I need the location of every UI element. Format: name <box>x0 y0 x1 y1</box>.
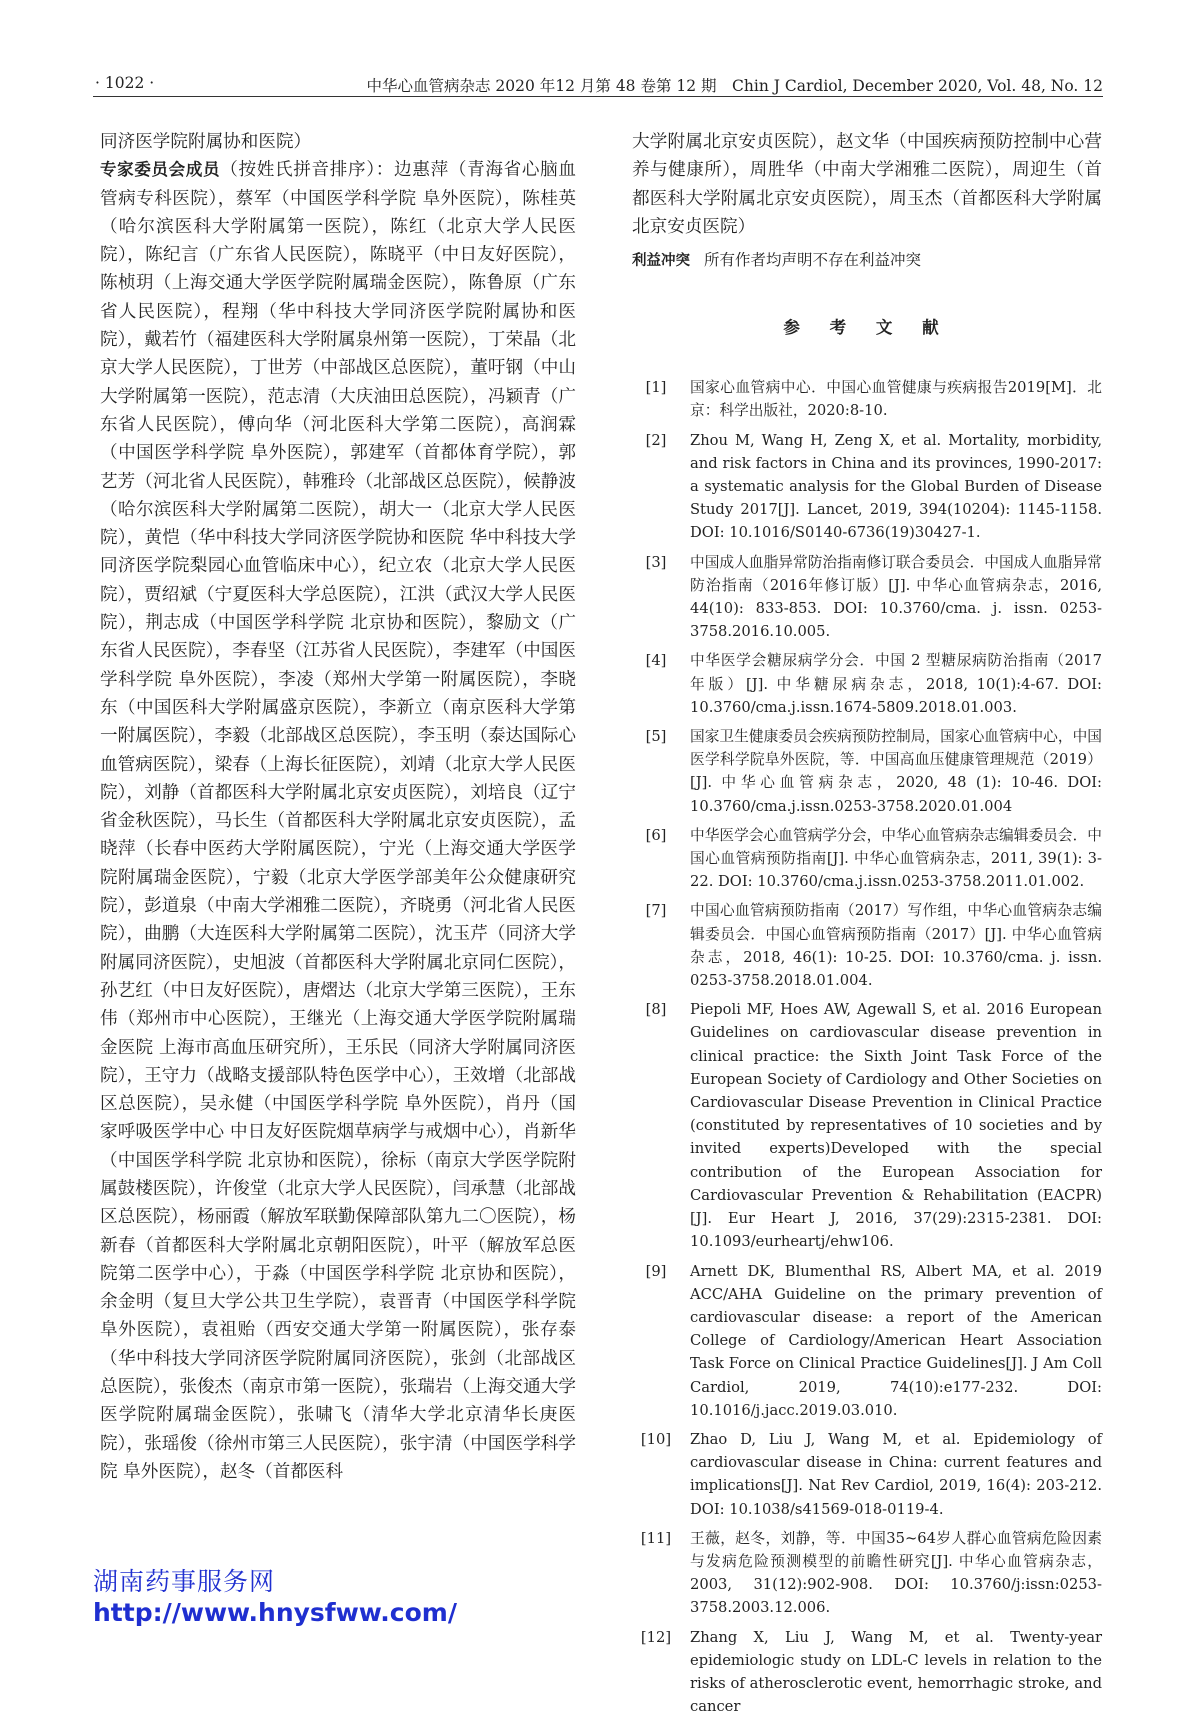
watermark-site-name: 湖南药事服务网 <box>93 1567 276 1596</box>
reference-item <box>632 899 1102 992</box>
reference-text: 中华医学会心血管病学分会，中华心血管病杂志编辑委员会．中国心血管病预防指南[J]. 中华心血管病杂志，2011, 39(1): 3-22. DOI: 10.3760/cma.j.issn.0253-3758.2011.01.002. <box>690 826 1102 891</box>
right-column <box>632 128 1102 1724</box>
reference-number: [4] <box>645 652 667 670</box>
reference-text: 中华医学会糖尿病学分会．中国 2 型糖尿病防治指南（2017 年版）[J]. 中华糖尿病杂志，2018, 10(1):4-67. DOI: 10.3760/cma.j.issn.1674-5809.2018.01.003. <box>690 652 1102 716</box>
reference-item <box>632 551 1102 644</box>
reference-item <box>632 649 1102 719</box>
reference-number: [9] <box>645 1262 667 1280</box>
reference-number: [1] <box>645 379 667 397</box>
reference-item <box>632 1626 1102 1719</box>
expert-list-continuation: 大学附属北京安贞医院），赵文华（中国疾病预防控制中心营养与健康所），周胜华（中南大学湘雅二医院），周迎生（首都医科大学附属北京安贞医院），周玉杰（首都医科大学附属北京安贞医院） <box>632 132 1102 237</box>
expert-committee-list: （按姓氏拼音排序）：边惠萍（青海省心脑血管病专科医院），蔡军（中国医学科学院 阜外医院），陈桂英（哈尔滨医科大学附属第一医院），陈红（北京大学人民医院），陈纪言（广东省人民医院），陈晓平（中日友好医院），陈桢玥（上海交通大学医学院附属瑞金医院），陈鲁原（广东省人民医院），程翔（华中科技大学同济医学院附属协和医院），戴若竹（福建医科大学附属泉州第一医院），丁荣晶（北京大学人民医院），丁世芳（中部战区总医院），董吁钢（中山大学附属第一医院），范志清（大庆油田总医院），冯颖青（广东省人民医院），傅向华（河北医科大学第二医院），高润霖（中国医学科学院 阜外医院），郭建军（首都体育学院），郭艺芳（河北省人民医院），韩雅玲（北部战区总医院），候静波（哈尔滨医科大学附属第二医院），胡大一（北京大学人民医院），黄恺（华中科技大学同济医学院协和医院 华中科技大学同济医学院梨园心血管临床中心），纪立农（北京大学人民医院），贾绍斌（宁夏医科大学总医院），江洪（武汉大学人民医院），荆志成（中国医学科学院 北京协和医院），黎励文（广东省人民医院），李春坚（江苏省人民医院），李建军（中国医学科学院 阜外医院），李凌（郑州大学第一附属医院），李晓东（中国医科大学附属盛京医院），李新立（南京医科大学第一附属医院），李毅（北部战区总医院），李玉明（泰达国际心血管病医院），梁春（上海长征医院），刘靖（北京大学人民医院），刘静（首都医科大学附属北京安贞医院），刘培良（辽宁省金秋医院），马长生（首都医科大学附属北京安贞医院），孟晓萍（长春中医药大学附属医院），宁光（上海交通大学医学院附属瑞金医院），宁毅（北京大学医学部美年公众健康研究院），彭道泉（中南大学湘雅二医院），齐晓勇（河北省人民医院），曲鹏（大连医科大学附属第二医院），沈玉芹（同济大学附属同济医院），史旭波（首都医科大学附属北京同仁医院），孙艺红（中日友好医院），唐熠达（北京大学第三医院），王东伟（郑州市中心医院），王继光（上海交通大学医学院附属瑞金医院 上海市高血压研究所），王乐民（同济大学附属同济医院），王守力（战略支援部队特色医学中心），王效增（北部战区总医院），吴永健（中国医学科学院 阜外医院），肖丹（国家呼吸医学中心 中日友好医院烟草病学与戒烟中心），肖新华（中国医学科学院 北京协和医院），徐标（南京大学医学院附属鼓楼医院），许俊堂（北京大学人民医院），闫承慧（北部战区总医院），杨丽霞（解放军联勤保障部队第九二〇医院），杨新春（首都医科大学附属北京朝阳医院），叶平（解放军总医院第二医学中心），于淼（中国医学科学院 北京协和医院），余金明（复旦大学公共卫生学院），袁晋青（中国医学科学院 阜外医院），袁祖贻（西安交通大学第一附属医院），张存泰（华中科技大学同济医学院附属同济医院），张剑（北部战区总医院），张俊杰（南京市第一医院），张瑞岩（上海交通大学医学院附属瑞金医院），张啸飞（清华大学北京清华长庚医院），张瑶俊（徐州市第三人民医院），张宇清（中国医学科学院 阜外医院），赵冬（首都医科 <box>100 160 577 1482</box>
reference-text: Arnett DK, Blumenthal RS, Albert MA, et al. 2019 ACC/AHA Guideline on the primary prevention of cardiovascular disease: a report of the American College of Cardiology/American Heart Association Task Force on Clinical Practice Guidelines[J]. J Am Coll Cardiol, 2019, 74(10):e177-232. DOI: 10.1016/j.jacc.2019.03.010. <box>690 1262 1102 1419</box>
reference-item <box>632 824 1102 894</box>
conflict-of-interest <box>632 247 1102 274</box>
reference-item <box>632 429 1102 545</box>
page-number: · 1022 · <box>95 74 155 92</box>
reference-number: [10] <box>640 1430 672 1448</box>
reference-text: 中国心血管病预防指南（2017）写作组，中华心血管病杂志编辑委员会．中国心血管病预防指南（2017）[J]. 中华心血管病杂志，2018, 46(1): 10-25. DOI: 10.3760/cma. j. issn. 0253-3758.2018.01.004. <box>690 902 1102 990</box>
running-header <box>93 70 1103 97</box>
watermark-url[interactable]: http://www.hnysfww.com/ <box>93 1598 457 1627</box>
reference-number: [3] <box>645 553 667 571</box>
reference-text: 国家心血管病中心．中国心血管健康与疾病报告2019[M]．北京：科学出版社，2020:8-10. <box>690 379 1102 420</box>
expert-committee-paragraph <box>100 156 576 1486</box>
reference-number: [11] <box>640 1529 672 1547</box>
reference-item <box>632 1260 1102 1422</box>
watermark <box>93 1562 457 1627</box>
affiliation-continuation: 同济医学院附属协和医院） <box>100 132 312 152</box>
reference-number: [5] <box>645 728 667 746</box>
references-title: 参 考 文 献 <box>783 318 951 338</box>
reference-item <box>632 725 1102 818</box>
reference-text: Zhou M, Wang H, Zeng X, et al. Mortality, morbidity, and risk factors in China and its provinces, 1990-2017: a systematic analysis for the Global Burden of Disease Study 2017[J]. Lancet, 2019, 394(10204): 1145-1158. DOI: 10.1016/S0140-6736(19)30427-1. <box>690 431 1102 542</box>
journal-citation: 中华心血管病杂志 2020 年12 月第 48 卷第 12 期 Chin J Cardiol, December 2020, Vol. 48, No. 12 <box>366 77 1103 95</box>
reference-list <box>632 376 1102 1718</box>
reference-item <box>632 1428 1102 1521</box>
reference-text: 王薇，赵冬，刘静，等．中国35~64岁人群心血管病危险因素与发病危险预测模型的前瞻性研究[J]. 中华心血管病杂志，2003, 31(12):902-908. DOI: 10.3760/j:issn:0253-3758.2003.12.006. <box>690 1529 1102 1617</box>
reference-item <box>632 998 1102 1253</box>
reference-text: 中国成人血脂异常防治指南修订联合委员会．中国成人血脂异常防治指南（2016年修订版）[J]. 中华心血管病杂志，2016, 44(10): 833-853. DOI: 10.3760/cma. j. issn. 0253-3758.2016.10.005. <box>690 553 1102 641</box>
coi-statement: 所有作者均声明不存在利益冲突 <box>704 251 922 270</box>
coi-label: 利益冲突 <box>632 253 690 270</box>
reference-number: [12] <box>640 1628 672 1646</box>
reference-number: [7] <box>645 902 667 920</box>
reference-text: Zhao D, Liu J, Wang M, et al. Epidemiology of cardiovascular disease in China: current features and implications[J]. Nat Rev Cardiol, 2019, 16(4): 203-212. DOI: 10.1038/s41569-018-0119-4. <box>690 1430 1102 1518</box>
reference-text: Zhang X, Liu J, Wang M, et al. Twenty-year epidemiologic study on LDL-C levels in relation to the risks of atherosclerotic event, hemorrhagic stroke, and cancer <box>690 1628 1102 1716</box>
reference-number: [6] <box>645 826 667 844</box>
reference-number: [8] <box>645 1001 667 1019</box>
reference-text: 国家卫生健康委员会疾病预防控制局，国家心血管病中心，中国医学科学院阜外医院，等．中国高血压健康管理规范（2019）[J]. 中华心血管病杂志，2020, 48 (1): 10-46. DOI: 10.3760/cma.j.issn.0253-3758.2020.01.004 <box>690 728 1102 815</box>
reference-item <box>632 376 1102 422</box>
expert-committee-heading: 专家委员会成员 <box>100 160 221 180</box>
reference-number: [2] <box>645 431 667 449</box>
reference-item <box>632 1527 1102 1620</box>
reference-text: Piepoli MF, Hoes AW, Agewall S, et al. 2016 European Guidelines on cardiovascular disease prevention in clinical practice: the Sixth Joint Task Force of the European Society of Cardiology and Other Societies on Cardiovascular Disease Prevention in Clinical Practice (constituted by representatives of 10 societies and by invited experts)Developed with the special contribution of the European Association for Cardiovascular Prevention & Rehabilitation (EACPR)[J]. Eur Heart J, 2016, 37(29):2315-2381. DOI: 10.1093/eurheartj/ehw106. <box>690 1001 1102 1251</box>
left-column <box>100 128 576 1486</box>
